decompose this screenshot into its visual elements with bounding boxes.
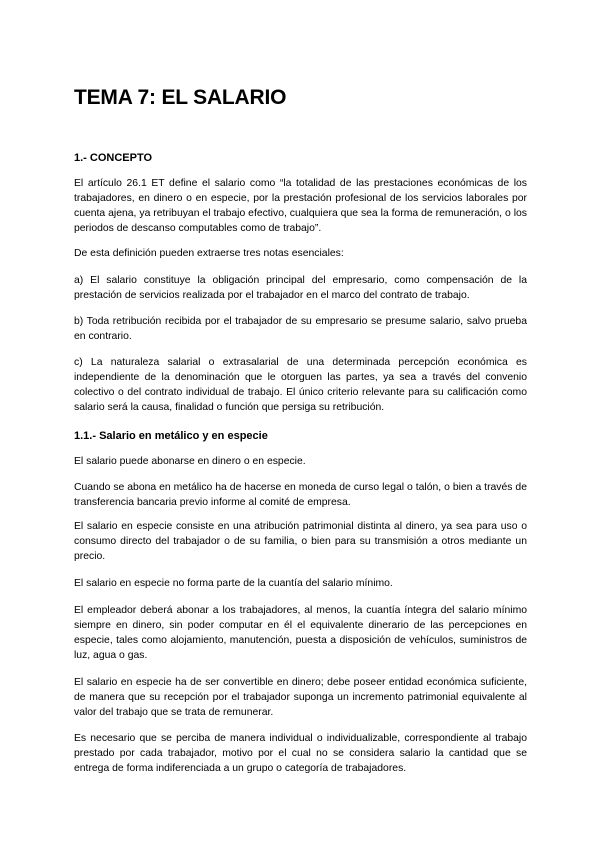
- page-title: TEMA 7: EL SALARIO: [74, 86, 287, 109]
- paragraph: De esta definición pueden extraerse tres notas esenciales:: [74, 248, 344, 259]
- paragraph: El artículo 26.1 ET define el salario como “la totalidad de las prestaciones económicas de los trabajadores, en dinero o en especie, por la prestación profesional de los servicios laborales por cuenta ajena, ya retribuyan el trabajo efectivo, cualquiera que sea la forma de remuneración, o los periodos de descanso computables como de trabajo”.: [74, 178, 527, 234]
- paragraph: El salario en especie consiste en una atribución patrimonial distinta al dinero, ya sea para uso o consumo directo del trabajador o de su familia, o bien para su transmisión a otros mediante un precio.: [74, 521, 527, 562]
- paragraph: Es necesario que se perciba de manera individual o individualizable, correspondiente al trabajo prestado por cada trabajador, motivo por el cual no se considera salario la cantidad que se entrega de forma indiferenciada a un grupo o categoría de trabajadores.: [74, 733, 527, 774]
- paragraph: c) La naturaleza salarial o extrasalarial de una determinada percepción económica es independiente de la denominación que le otorguen las partes, ya sea a través del convenio colectivo o del contrato individual de trabajo. El único criterio relevante para su calificación como salario será la causa, finalidad o función que persiga su retribución.: [74, 357, 527, 413]
- paragraph: El salario en especie ha de ser convertible en dinero; debe poseer entidad económica suficiente, de manera que su recepción por el trabajador suponga un incremento patrimonial equivalente al valor del trabajo que se trata de remunerar.: [74, 677, 527, 718]
- section-heading-concepto: 1.- CONCEPTO: [74, 152, 153, 164]
- paragraph: El empleador deberá abonar a los trabajadores, al menos, la cuantía íntegra del salario mínimo siempre en dinero, sin poder computar en él el equivalente dinerario de las percepciones en especie, tales como alojamiento, manutención, puesta a disposición de vehículos, suministros de luz, agua o gas.: [74, 605, 527, 661]
- paragraph: Cuando se abona en metálico ha de hacerse en moneda de curso legal o talón, o bien a través de transferencia bancaria previo informe al comité de empresa.: [74, 482, 527, 508]
- paragraph: b) Toda retribución recibida por el trabajador de su empresario se presume salario, salvo prueba en contrario.: [74, 316, 527, 342]
- paragraph: El salario en especie no forma parte de la cuantía del salario mínimo.: [74, 578, 393, 589]
- paragraph: El salario puede abonarse en dinero o en especie.: [74, 456, 306, 467]
- paragraph: a) El salario constituye la obligación principal del empresario, como compensación de la prestación de servicios realizada por el trabajador en el marco del contrato de trabajo.: [74, 275, 527, 301]
- section-heading-salario-metalico: 1.1.- Salario en metálico y en especie: [74, 430, 268, 442]
